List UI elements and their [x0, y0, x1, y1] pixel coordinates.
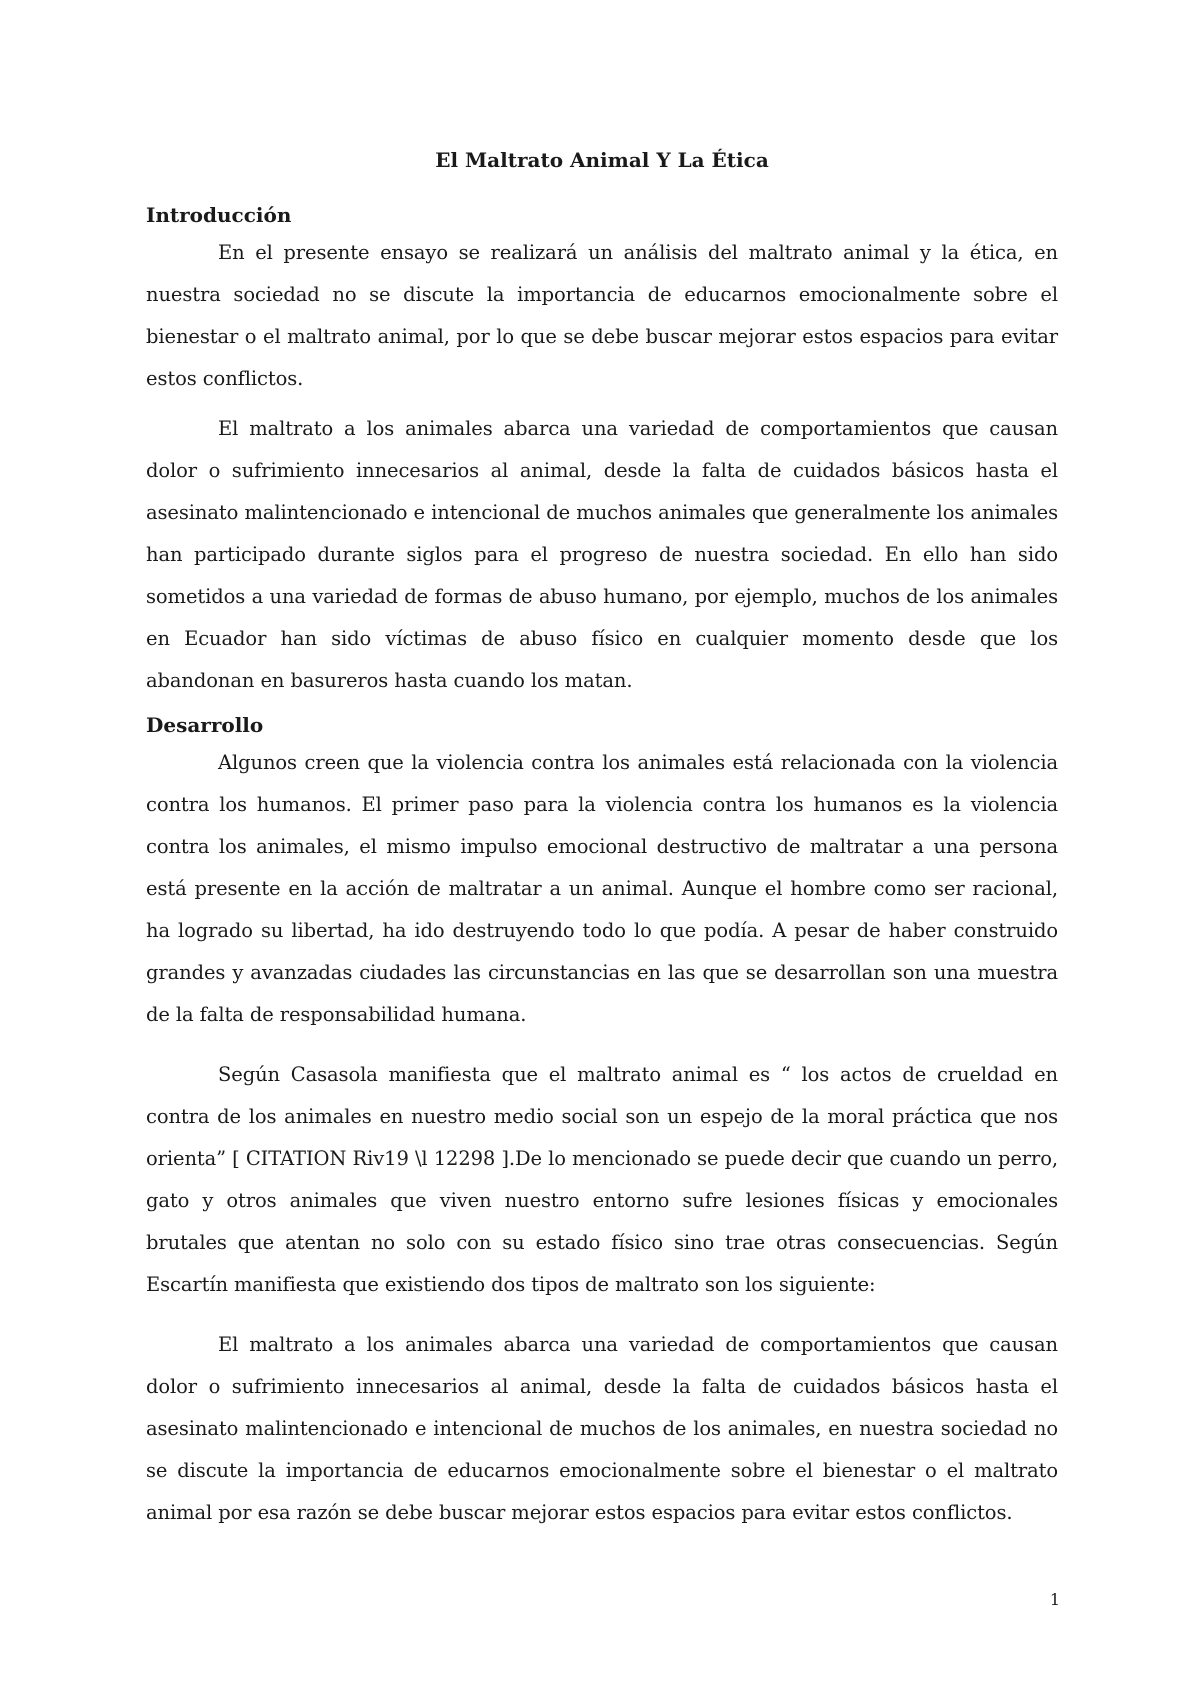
document-title: El Maltrato Animal Y La Ética: [435, 148, 769, 172]
document-body: [146, 140, 1058, 1542]
section-heading-introduccion: Introducción: [146, 203, 292, 227]
page-number: 1: [1049, 1590, 1060, 1609]
paragraph: El maltrato a los animales abarca una variedad de comportamientos que causan dolor o sufrimiento innecesarios al animal, desde la falta de cuidados básicos hasta el asesinato malintencionado e intencional de muchos animales que generalmente los animales han participado durante siglos para el progreso de nuestra sociedad. En ello han sido sometidos a una variedad de formas de abuso humano, por ejemplo, muchos de los animales en Ecuador han sido víctimas de abuso físico en cualquier momento desde que los abandonan en basureros hasta cuando los matan.: [146, 417, 1058, 692]
paragraph: Según Casasola manifiesta que el maltrato animal es “ los actos de crueldad en contra de los animales en nuestro medio social son un espejo de la moral práctica que nos orienta” [ CITATION Riv19 \l 12298 ].De lo mencionado se puede decir que cuando un perro, gato y otros animales que viven nuestro entorno sufre lesiones físicas y emocionales brutales que atentan no solo con su estado físico sino trae otras consecuencias. Según Escartín manifiesta que existiendo dos tipos de maltrato son los siguiente:: [146, 1063, 1058, 1296]
paragraph: En el presente ensayo se realizará un análisis del maltrato animal y la ética, en nuestra sociedad no se discute la importancia de educarnos emocionalmente sobre el bienestar o el maltrato animal, por lo que se debe buscar mejorar estos espacios para evitar estos conflictos.: [146, 241, 1058, 390]
paragraph: El maltrato a los animales abarca una variedad de comportamientos que causan dolor o sufrimiento innecesarios al animal, desde la falta de cuidados básicos hasta el asesinato malintencionado e intencional de muchos de los animales, en nuestra sociedad no se discute la importancia de educarnos emocionalmente sobre el bienestar o el maltrato animal por esa razón se debe buscar mejorar estos espacios para evitar estos conflictos.: [146, 1333, 1058, 1524]
paragraph: Algunos creen que la violencia contra los animales está relacionada con la violencia contra los humanos. El primer paso para la violencia contra los humanos es la violencia contra los animales, el mismo impulso emocional destructivo de maltratar a una persona está presente en la acción de maltratar a un animal. Aunque el hombre como ser racional, ha logrado su libertad, ha ido destruyendo todo lo que podía. A pesar de haber construido grandes y avanzadas ciudades las circunstancias en las que se desarrollan son una muestra de la falta de responsabilidad humana.: [146, 751, 1058, 1026]
section-heading-desarrollo: Desarrollo: [146, 713, 264, 737]
